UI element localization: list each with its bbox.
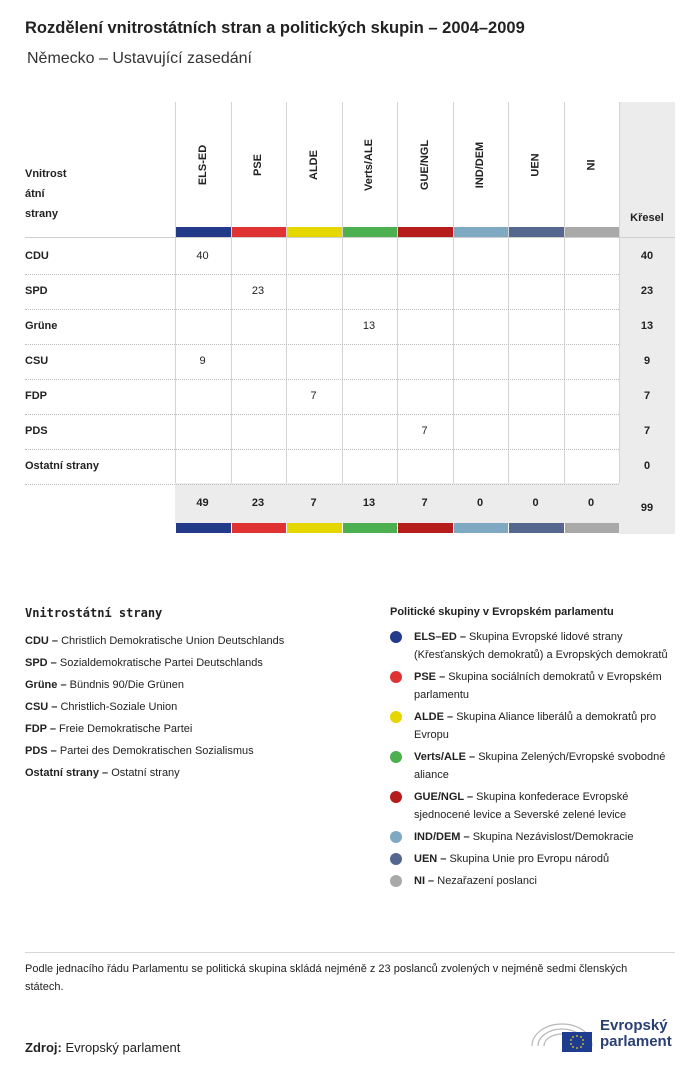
seat-cell <box>175 379 230 414</box>
group-abbr: NI – <box>414 875 435 887</box>
group-total: 23 <box>251 497 265 509</box>
group-header <box>397 102 453 227</box>
party-legend-item <box>25 740 365 762</box>
political-groups-legend <box>390 606 680 894</box>
seat-cell <box>453 344 508 379</box>
party-full-name: Christlich Demokratische Union Deutschlands <box>61 635 285 647</box>
seat-cell <box>397 239 452 274</box>
seat-cell: 7 <box>421 425 428 437</box>
group-color-stripe <box>398 227 453 237</box>
seat-cell <box>231 309 286 344</box>
party-name: SPD <box>25 285 48 297</box>
party-full-name: Bündnis 90/Die Grünen <box>69 679 184 691</box>
seat-cell <box>175 274 230 309</box>
seat-cell <box>397 379 452 414</box>
seat-cell <box>231 379 286 414</box>
seat-cell <box>453 449 508 484</box>
ep-logo <box>530 1016 680 1056</box>
seat-cell <box>564 414 619 449</box>
page-title: Rozdělení vnitrostátních stran a politických skupin – 2004–2009 <box>25 19 525 37</box>
page-subtitle: Německo – Ustavující zasedání <box>27 50 252 67</box>
party-column-header: Vnitrost átní strany <box>25 168 67 220</box>
group-header-label: ALDE <box>307 149 320 180</box>
seat-cell <box>342 379 397 414</box>
group-total: 13 <box>362 497 376 509</box>
group-color-stripe <box>509 523 564 533</box>
seat-cell <box>508 449 563 484</box>
party-name: Grüne <box>25 320 58 332</box>
group-header <box>453 102 509 227</box>
group-legend-item <box>390 828 680 846</box>
row-seat-total: 23 <box>640 285 654 297</box>
group-header-label: UEN <box>529 152 542 177</box>
group-color-stripe <box>565 523 620 533</box>
group-legend-item <box>390 628 680 664</box>
seat-cell <box>175 449 230 484</box>
seat-cell <box>508 414 563 449</box>
political-groups-legend-title: Politické skupiny v Evropském parlamentu <box>390 606 614 618</box>
group-description: Skupina Aliance liberálů a demokratů pro Evropu <box>414 711 657 741</box>
group-legend-item <box>390 850 680 868</box>
seat-cell <box>286 344 341 379</box>
party-abbr: PDS – <box>25 745 57 757</box>
seat-cell <box>286 414 341 449</box>
source-line <box>25 1040 180 1055</box>
row-seat-total: 7 <box>643 425 651 437</box>
group-header <box>508 102 564 227</box>
seat-cell <box>397 449 452 484</box>
seat-cell <box>508 239 563 274</box>
party-name: PDS <box>25 425 48 437</box>
group-abbr: PSE – <box>414 671 446 683</box>
seat-cell <box>508 379 563 414</box>
group-color-stripe <box>454 227 509 237</box>
seat-cell <box>342 449 397 484</box>
group-color-stripe <box>287 523 342 533</box>
footnote: Podle jednacího řádu Parlamentu se politická skupina skládá nejméně z 23 poslanců zvolených v nejméně sedmi členských státech. <box>25 963 628 993</box>
group-color-stripe <box>509 227 564 237</box>
group-total: 0 <box>532 497 539 509</box>
group-header-label: NI <box>585 159 598 170</box>
party-name: Ostatní strany <box>25 460 99 472</box>
group-color-stripe <box>343 227 398 237</box>
party-legend-item <box>25 696 365 718</box>
seat-cell: 9 <box>199 355 206 367</box>
group-header <box>175 102 231 227</box>
seat-cell <box>453 414 508 449</box>
party-abbr: CDU – <box>25 635 59 647</box>
party-full-name: Ostatní strany <box>111 767 180 779</box>
seat-cell <box>342 239 397 274</box>
seat-cell <box>231 449 286 484</box>
seat-cell <box>397 274 452 309</box>
seat-cell <box>508 309 563 344</box>
group-header-label: GUE/NGL <box>418 139 431 190</box>
seat-cell <box>231 344 286 379</box>
seat-cell <box>508 344 563 379</box>
seat-cell <box>508 274 563 309</box>
seat-cell <box>231 239 286 274</box>
row-seat-total: 7 <box>643 390 651 402</box>
party-legend-item <box>25 630 365 652</box>
party-full-name: Freie Demokratische Partei <box>59 723 193 735</box>
group-legend-item <box>390 708 680 744</box>
group-color-dot-icon <box>390 631 402 643</box>
party-legend-item <box>25 718 365 740</box>
row-seat-total: 9 <box>643 355 651 367</box>
party-name: FDP <box>25 390 47 402</box>
seat-cell <box>175 309 230 344</box>
seat-cell <box>175 414 230 449</box>
seat-cell <box>564 344 619 379</box>
seat-cell <box>397 309 452 344</box>
group-legend-item <box>390 872 680 890</box>
source-label: Zdroj: <box>25 1040 62 1055</box>
group-total: 49 <box>196 497 209 509</box>
group-color-dot-icon <box>390 671 402 683</box>
row-seat-total: 40 <box>640 250 654 262</box>
group-color-stripe <box>565 227 620 237</box>
seat-cell <box>342 274 397 309</box>
group-description: Skupina Unie pro Evropu národů <box>449 853 610 865</box>
header-divider <box>25 237 675 238</box>
group-description: Skupina Nezávislost/Demokracie <box>472 831 634 843</box>
party-full-name: Christlich-Soziale Union <box>60 701 178 713</box>
party-abbr: FDP – <box>25 723 56 735</box>
seat-cell: 13 <box>362 320 376 332</box>
national-parties-legend-title: Vnitrostátní strany <box>25 606 163 620</box>
seat-cell <box>286 239 341 274</box>
party-abbr: SPD – <box>25 657 57 669</box>
seat-cell <box>564 309 619 344</box>
seat-cell <box>342 344 397 379</box>
group-header-label: ELS-ED <box>196 144 209 185</box>
group-total: 7 <box>310 497 317 509</box>
group-header-label: Verts/ALE <box>363 138 376 191</box>
group-description: Skupina konfederace Evropské sjednocené levice a Severské zelené levice <box>414 791 629 821</box>
group-description: Skupina Zelených/Evropské svobodné aliance <box>414 751 666 781</box>
party-full-name: Sozialdemokratische Partei Deutschlands <box>59 657 263 669</box>
group-color-stripe <box>232 523 287 533</box>
seat-cell <box>453 239 508 274</box>
group-color-stripe <box>287 227 342 237</box>
group-color-dot-icon <box>390 791 402 803</box>
seats-column-header: Křesel <box>630 212 664 224</box>
seat-cell: 7 <box>310 390 317 402</box>
party-abbr: Ostatní strany – <box>25 767 109 779</box>
row-seat-total: 13 <box>640 320 654 332</box>
party-legend-item <box>25 674 365 696</box>
group-abbr: ELS–ED – <box>414 631 466 643</box>
seat-cell <box>286 309 341 344</box>
seat-cell <box>564 239 619 274</box>
group-legend-item <box>390 668 680 704</box>
group-color-dot-icon <box>390 751 402 763</box>
group-total: 0 <box>587 497 595 509</box>
group-color-stripe <box>454 523 509 533</box>
group-description: Skupina Evropské lidové strany (Křesťanských demokratů) a Evropských demokratů <box>414 631 668 661</box>
hemicycle-icon <box>530 1018 594 1054</box>
group-abbr: GUE/NGL – <box>414 791 474 803</box>
seat-cell <box>564 449 619 484</box>
group-color-dot-icon <box>390 711 402 723</box>
group-color-dot-icon <box>390 831 402 843</box>
grand-total: 99 <box>640 502 654 514</box>
logo-text: Evropský parlament <box>600 1017 672 1050</box>
group-header <box>231 102 287 227</box>
group-color-stripe <box>176 227 231 237</box>
group-header <box>286 102 342 227</box>
party-legend-item <box>25 652 365 674</box>
seat-cell: 23 <box>251 285 265 297</box>
group-color-stripe <box>176 523 231 533</box>
group-color-dot-icon <box>390 875 402 887</box>
seat-cell <box>342 414 397 449</box>
group-header-label: IND/DEM <box>474 141 487 188</box>
divider <box>25 952 675 953</box>
group-color-stripe <box>343 523 398 533</box>
seat-cell <box>397 344 452 379</box>
group-total: 7 <box>421 497 428 509</box>
seat-cell <box>286 274 341 309</box>
seat-cell <box>453 379 508 414</box>
group-abbr: ALDE – <box>414 711 454 723</box>
group-abbr: UEN – <box>414 853 447 865</box>
group-legend-item <box>390 788 680 824</box>
seat-cell <box>564 274 619 309</box>
group-total: 0 <box>476 497 484 509</box>
group-color-stripe <box>232 227 287 237</box>
seat-cell: 40 <box>196 250 209 262</box>
group-header-label: PSE <box>252 153 265 176</box>
group-color-dot-icon <box>390 853 402 865</box>
seat-cell <box>231 414 286 449</box>
seat-distribution-table <box>25 102 675 534</box>
group-description: Nezařazení poslanci <box>437 875 537 887</box>
seat-cell <box>286 449 341 484</box>
group-abbr: Verts/ALE – <box>414 751 476 763</box>
party-name: CSU <box>25 355 49 367</box>
party-full-name: Partei des Demokratischen Sozialismus <box>59 745 254 757</box>
source-value: Evropský parlament <box>65 1040 181 1055</box>
party-name: CDU <box>25 250 49 262</box>
party-legend-item <box>25 762 365 784</box>
group-header <box>342 102 398 227</box>
seat-cell <box>453 274 508 309</box>
national-parties-legend <box>25 606 365 784</box>
group-legend-item <box>390 748 680 784</box>
row-seat-total: 0 <box>643 460 651 472</box>
group-header <box>564 102 620 227</box>
group-description: Skupina sociálních demokratů v Evropském parlamentu <box>414 671 662 701</box>
seat-cell <box>453 309 508 344</box>
seat-cell <box>564 379 619 414</box>
group-color-stripe <box>398 523 453 533</box>
party-abbr: CSU – <box>25 701 58 713</box>
group-abbr: IND/DEM – <box>414 831 470 843</box>
party-abbr: Grüne – <box>25 679 67 691</box>
